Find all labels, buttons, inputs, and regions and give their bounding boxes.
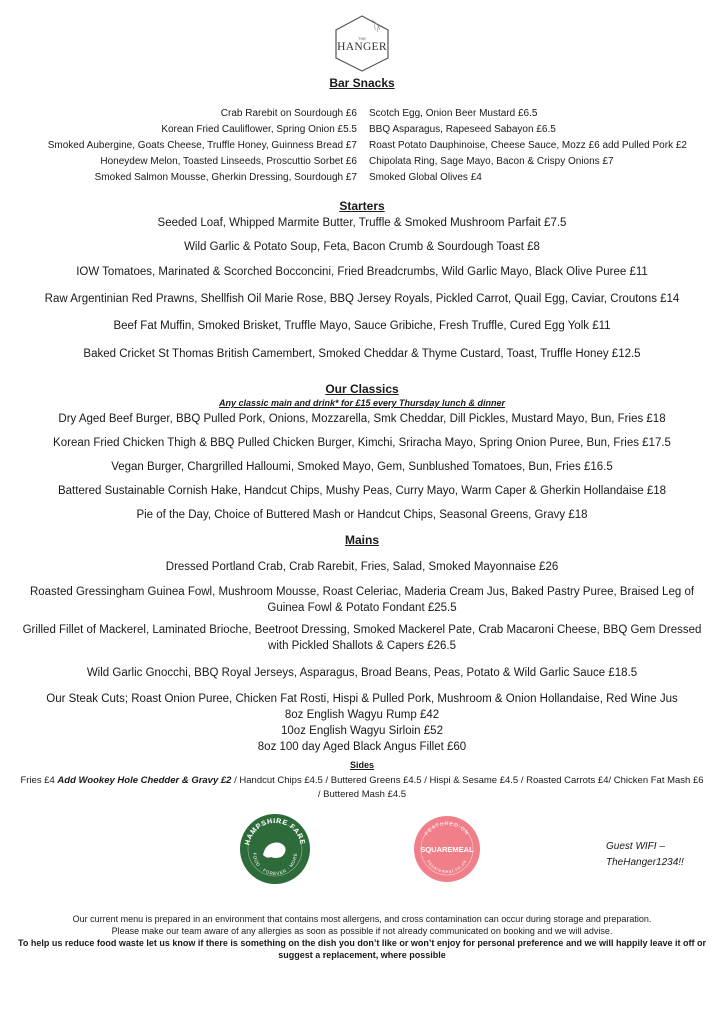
main-item: Wild Garlic Gnocchi, BBQ Royal Jerseys, Asparagus, Broad Beans, Peas, Potato & Wild Garlic Sauce £18.5 [86,667,638,679]
list-item: Chipolata Ring, Sage Mayo, Bacon & Crispy Onions £7 [369,156,614,167]
starter-item: Beef Fat Muffin, Smoked Brisket, Truffle Mayo, Sauce Gribiche, Fresh Truffle, Cured Egg Yolk £11 [113,320,611,332]
starter-item: Seeded Loaf, Whipped Marmite Butter, Truffle & Smoked Mushroom Parfait £7.5 [157,217,567,229]
mains-title: Mains [344,533,379,547]
bar-snacks-right-column [369,106,724,186]
squaremeal-name: SQUAREMEAL [420,845,474,854]
classic-item: Korean Fried Chicken Thigh & BBQ Pulled Chicken Burger, Kimchi, Sriracha Mayo, Spring Onion Puree, Bun, Fries £17.5 [53,437,671,449]
sides-title: Sides [349,760,374,770]
list-item: Smoked Global Olives £4 [369,172,482,183]
classic-item: Dry Aged Beef Burger, BBQ Pulled Pork, Onions, Mozzarella, Smk Cheddar, Dill Pickles, Mustard Mayo, Bun, Fries £18 [58,413,666,425]
squaremeal-url: squaremeal.co.uk [426,858,468,875]
list-item: BBQ Asparagus, Rapeseed Sabayon £6.5 [369,124,556,135]
squaremeal-badge [413,815,481,883]
squaremeal-logo-icon [413,815,481,883]
starters-title: Starters [339,199,385,213]
hampshire-fare-badge [239,813,311,885]
allergen-line-2: Please make our team aware of any allergies as soon as possible if not already communicated on booking and we will advise. [111,926,613,936]
list-item: Smoked Aubergine, Goats Cheese, Truffle Honey, Guinness Bread £7 [47,140,357,151]
hampshire-fare-label: HAMPSHIRE FARE [244,817,306,846]
main-item: Roasted Gressingham Guinea Fowl, Mushroom Mousse, Roast Celeriac, Maderia Cream Jus, Baked Pastry Puree, Braised Leg of Guinea Fowl & Potato Fondant £25.5 [29,586,695,614]
guest-wifi [606,839,716,871]
list-item: Scotch Egg, Onion Beer Mustard £6.5 [369,108,538,119]
starter-item: Wild Garlic & Potato Soup, Feta, Bacon Crumb & Sourdough Toast £8 [184,241,540,253]
list-item: Korean Fried Cauliflower, Spring Onion £5.5 [161,124,357,135]
bar-snacks-title: Bar Snacks [329,76,395,90]
starter-item: Raw Argentinian Red Prawns, Shellfish Oil Marie Rose, BBQ Jersey Royals, Pickled Carrot, Quail Egg, Caviar, Croutons £14 [44,293,680,305]
list-item: Smoked Salmon Mousse, Gherkin Dressing, Sourdough £7 [94,172,357,183]
wifi-label: Guest WIFI – [606,841,665,852]
main-item: Dressed Portland Crab, Crab Rarebit, Fries, Salad, Smoked Mayonnaise £26 [165,561,559,573]
classics-promo: Any classic main and drink* for £15 every Thursday lunch & dinner [218,398,506,408]
hampshire-fare-sub: FOOD · FOREVER · MORE [251,852,299,877]
food-waste-notice: To help us reduce food waste let us know if there is something on the dish you don’t like or won’t enjoy for personal preference and we will happily leave it off or suggest a replacement, where possible [18,938,706,960]
starter-item: Baked Cricket St Thomas British Camembert, Smoked Cheddar & Thyme Custard, Toast, Truffle Honey £12.5 [83,348,641,360]
list-item: Roast Potato Dauphinoise, Cheese Sauce, Mozz £6 add Pulled Pork £2 [369,140,687,151]
logo-small-text: THE [358,36,366,41]
sides-part1: Fries £4 [20,775,58,786]
classic-item: Pie of the Day, Choice of Buttered Mash or Handcut Chips, Seasonal Greens, Gravy £18 [136,509,588,521]
list-item: Crab Rarebit on Sourdough £6 [220,108,357,119]
hampshire-fare-logo-icon [239,813,311,885]
classic-item: Battered Sustainable Cornish Hake, Handcut Chips, Mushy Peas, Curry Mayo, Warm Caper & Gherkin Hollandaise £18 [57,485,667,497]
wifi-password: TheHanger1234!! [606,857,684,868]
squaremeal-top: FEATURED ON [423,820,471,837]
sides-text [20,774,704,802]
classics-title: Our Classics [325,382,399,396]
list-item: Honeydew Melon, Toasted Linseeds, Proscuttio Sorbet £6 [100,156,357,167]
classic-item: Vegan Burger, Chargrilled Halloumi, Smoked Mayo, Gem, Sunblushed Tomatoes, Bun, Fries £16.5 [111,461,613,473]
steak-item: 8oz 100 day Aged Black Angus Fillet £60 [257,741,467,753]
main-item: Grilled Fillet of Mackerel, Laminated Brioche, Beetroot Dressing, Smoked Mackerel Pate, Crab Macaroni Cheese, BBQ Gem Dressed with Pickled Shallots & Capers £26.5 [22,624,702,652]
steak-item: 10oz English Wagyu Sirloin £52 [281,725,443,737]
allergen-notice [16,913,708,961]
steak-item: 8oz English Wagyu Rump £42 [284,709,440,721]
allergen-line-1: Our current menu is prepared in an environment that contains most allergens, and cross contamination can occur during storage and preparation. [72,914,652,924]
sides-part2: / Handcut Chips £4.5 / Buttered Greens £4.5 / Hispi & Sesame £4.5 / Roasted Carrots £4/ Chicken Fat Mash £6 / Buttered Mash £4.5 [231,775,704,800]
logo-name: HANGER [337,41,387,53]
sides-addon: Add Wookey Hole Chedder & Gravy £2 [57,775,232,786]
bar-snacks-left-column [0,106,357,186]
hanger-logo [332,14,392,72]
steak-intro: Our Steak Cuts; Roast Onion Puree, Chicken Fat Rosti, Hispi & Pulled Pork, Mushroom & Onion Hollandaise, Red Wine Jus [46,693,678,705]
starter-item: IOW Tomatoes, Marinated & Scorched Bocconcini, Fried Breadcrumbs, Wild Garlic Mayo, Black Olive Puree £11 [76,266,648,278]
